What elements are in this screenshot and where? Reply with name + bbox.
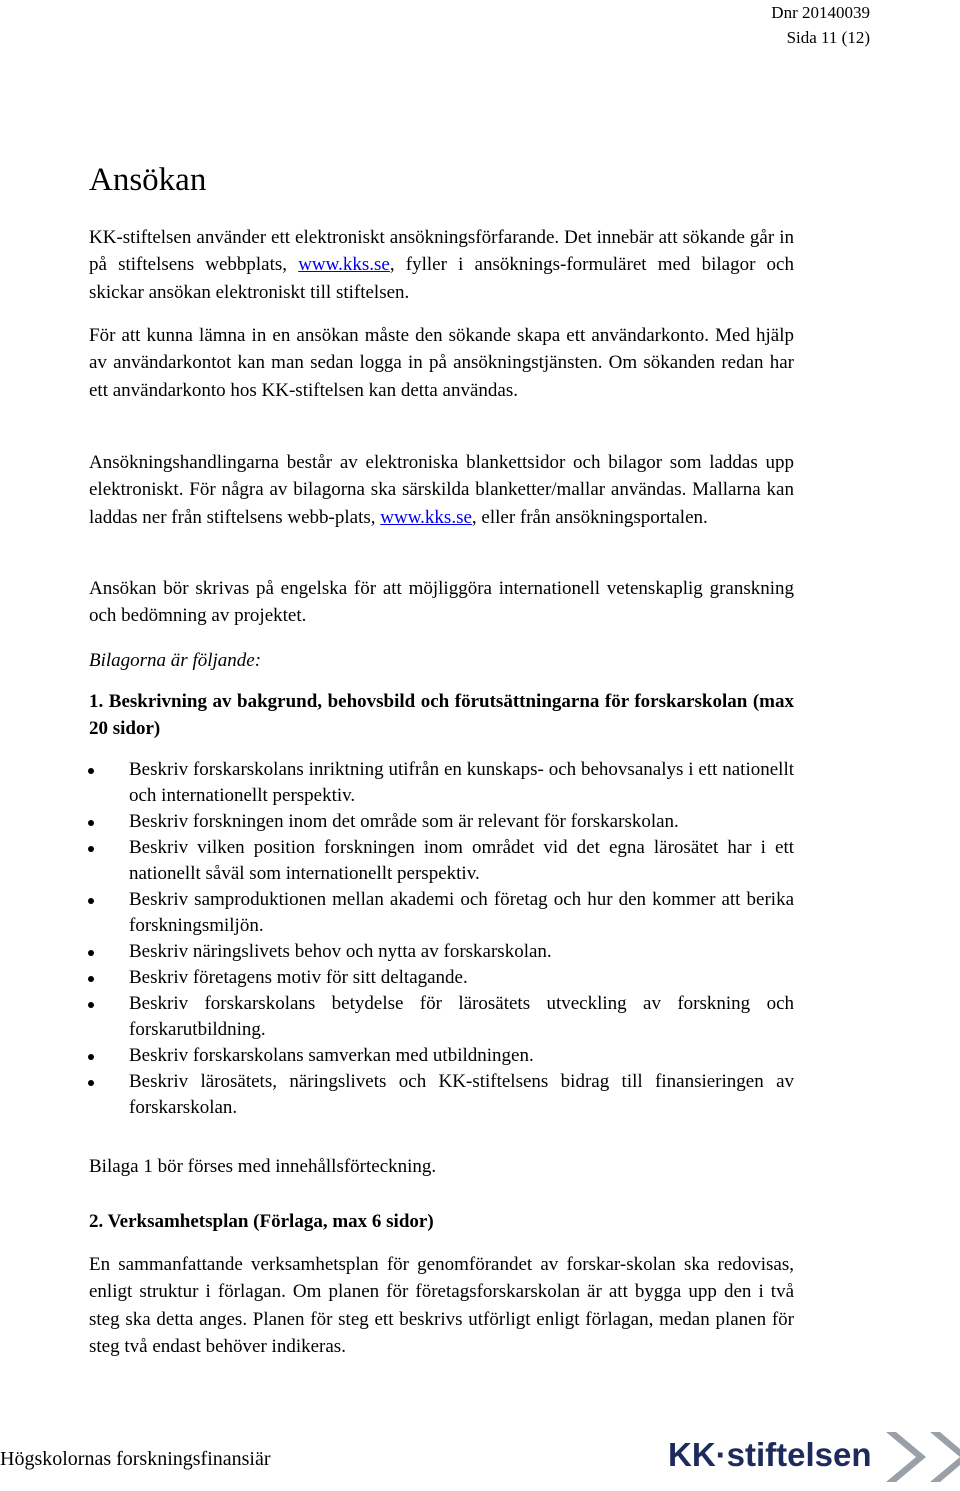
- bullet-icon: [88, 846, 94, 852]
- page-title: Ansökan: [89, 162, 207, 198]
- list-item: [89, 939, 794, 965]
- paragraph-intro-text-a: KK-stiftelsen använder ett elektroniskt ansökningsförfarande. Det innebär att sökande går in på stiftelsens webbplats,: [89, 227, 794, 276]
- list-item: [89, 991, 794, 1043]
- bullet-icon: [88, 1002, 94, 1008]
- list-item: [89, 1069, 794, 1121]
- paragraph-documents-text-b: , eller från ansökningsportalen.: [471, 506, 708, 528]
- paragraph-intro-text-b: , fyller i ansöknings-formuläret med bilagor och skickar ansökan elektroniskt till stiftelsen.: [89, 254, 794, 303]
- list-item-text: Beskriv lärosätets, näringslivets och KK-stiftelsens bidrag till finansieringen av forskarskolan.: [129, 1071, 794, 1118]
- list-item: [89, 887, 794, 939]
- kks-link[interactable]: www.kks.se: [298, 254, 390, 276]
- bullet-icon: [88, 1080, 94, 1086]
- paragraph-account: För att kunna lämna in en ansökan måste den sökande skapa ett användarkonto. Med hjälp av användarkontot kan man sedan logga in på ansökningstjänsten. Om sökanden redan har ett användarkonto hos KK-stiftelsen kan detta användas.: [89, 325, 794, 401]
- list-item: [89, 809, 794, 835]
- list-item-text: Beskriv forskarskolans inriktning utifrån en kunskaps- och behovsanalys i ett nationellt och internationellt perspektiv.: [129, 759, 794, 806]
- bullet-list: [89, 757, 794, 1121]
- paragraph-intro: [89, 224, 794, 306]
- bullet-icon: [88, 976, 94, 982]
- list-item-text: Beskriv forskarskolans samverkan med utbildningen.: [129, 1045, 534, 1066]
- kk-stiftelsen-logo: [668, 1428, 960, 1486]
- section-2-heading: 2. Verksamhetsplan (Förlaga, max 6 sidor): [89, 1211, 434, 1232]
- paragraph-documents: [89, 449, 794, 531]
- paragraph-language: Ansökan bör skrivas på engelska för att möjliggöra internationell vetenskaplig granskning och bedömning av projektet.: [89, 578, 794, 627]
- list-item-text: Beskriv vilken position forskningen inom området vid det egna lärosätet har i ett nationellt såväl som internationellt perspektiv.: [129, 837, 794, 884]
- paragraph-bilaga-note: Bilaga 1 bör förses med innehållsförteckning.: [89, 1156, 437, 1177]
- logo-chevron-icon-2: [930, 1432, 960, 1482]
- kks-link-2[interactable]: www.kks.se: [380, 506, 472, 528]
- page-header: [771, 0, 870, 50]
- list-item-text: Beskriv forskningen inom det område som är relevant för forskarskolan.: [129, 811, 679, 832]
- logo-chevron-icon: [886, 1432, 926, 1482]
- logo-graphic: [668, 1428, 960, 1486]
- list-item-text: Beskriv samproduktionen mellan akademi och företag och hur den kommer att berika forskningsmiljön.: [129, 889, 794, 936]
- section-1-heading: 1. Beskrivning av bakgrund, behovsbild och förutsättningarna för forskarskolan (max 20 sidor): [89, 691, 794, 740]
- list-item: [89, 1043, 794, 1069]
- footer-tagline: Högskolornas forskningsfinansiär: [0, 1448, 271, 1470]
- bullet-icon: [88, 1054, 94, 1060]
- bullet-icon: [88, 768, 94, 774]
- page-number: Sida 11 (12): [786, 28, 870, 47]
- bullet-icon: [88, 898, 94, 904]
- bullet-icon: [88, 950, 94, 956]
- bilagor-label: Bilagorna är följande:: [89, 650, 262, 671]
- logo-text: KK·stiftelsen: [668, 1436, 872, 1473]
- paragraph-verksamhetsplan: En sammanfattande verksamhetsplan för genomförandet av forskar-skolan ska redovisas, enligt struktur i förlagan. Om planen för företagsforskarskolan är att bygga upp den i två steg ska detta anges. Planen för steg ett beskrivs utförligt enligt förlagan, medan planen för steg två endast behöver indikeras.: [89, 1254, 794, 1358]
- list-item: [89, 757, 794, 809]
- list-item: [89, 965, 794, 991]
- paragraph-documents-text-a: Ansökningshandlingarna består av elektroniska blankettsidor och bilagor som laddas upp elektroniskt. För några av bilagorna ska särskilda blanketter/mallar användas. Mallarna kan laddas ner från stiftelsens webb-plats,: [89, 452, 794, 528]
- bullet-icon: [88, 820, 94, 826]
- list-item: [89, 835, 794, 887]
- document-number: Dnr 20140039: [771, 3, 870, 22]
- list-item-text: Beskriv företagens motiv för sitt deltagande.: [129, 967, 468, 988]
- list-item-text: Beskriv näringslivets behov och nytta av forskarskolan.: [129, 941, 552, 962]
- list-item-text: Beskriv forskarskolans betydelse för lärosätets utveckling av forskning och forskarutbildning.: [129, 993, 794, 1040]
